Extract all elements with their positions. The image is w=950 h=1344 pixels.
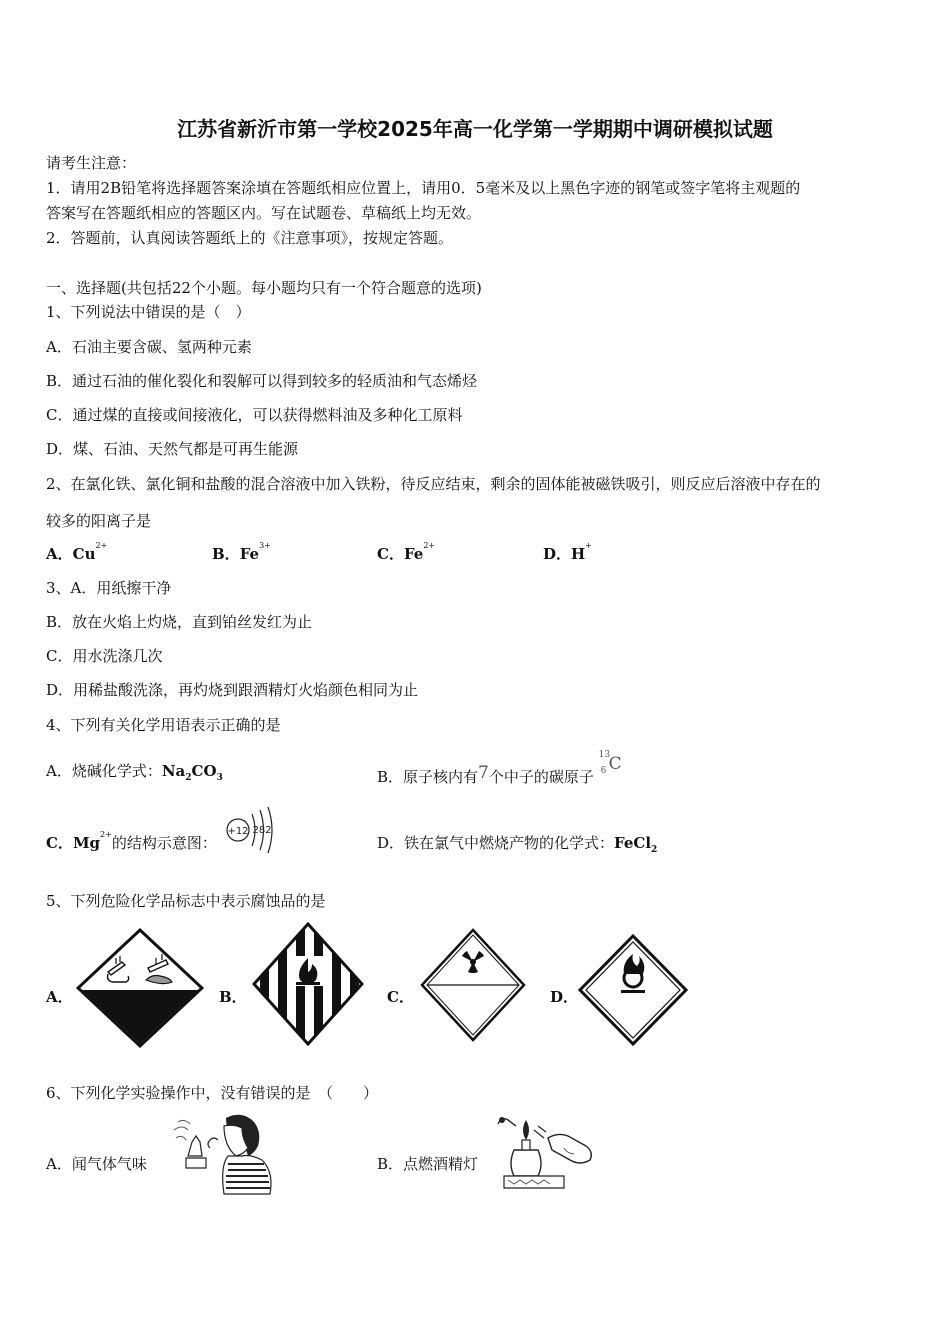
electron-shells-label: 282 [252,825,272,836]
corrosive-hazard-sign-icon [76,928,204,1048]
q2-option-d: D．H+ [543,541,592,563]
flammable-solid-hazard-sign-icon [252,922,364,1046]
magnesium-ion-structure-diagram [224,804,278,856]
q2-option-c: C．$Fe^{2+}$ [377,541,436,563]
q2-option-a: A．$Cu^{2+}$ [46,541,108,563]
q6-option-b: B．点燃酒精灯 [377,1155,479,1173]
q4-stem: 4、下列有关化学用语表示正确的是 [46,716,281,734]
q1-option-a: A．石油主要含碳、氢两种元素 [46,338,252,356]
q2-stem-line-2: 较多的阳离子是 [46,512,152,530]
q1-option-d: D．煤、石油、天然气都是可再生能源 [46,440,299,458]
q1-option-b: B．通过石油的催化裂化和裂解可以得到较多的轻质油和气态烯烃 [46,372,478,390]
notice-line-2: 2．答题前，认真阅读答题纸上的《注意事项》，按规定答题。 [46,229,454,247]
oxidizer-hazard-sign-icon [578,934,688,1046]
q5-option-a-label: A． [46,988,73,1006]
section-heading: 一、选择题(共包括22个小题。每小题均只有一个符合题意的选项) [46,279,482,297]
q1-stem: 1、下列说法中错误的是（ ） [46,303,251,321]
q2-option-b: B．$Fe^{3+}$ [212,541,271,563]
q1-option-c: C．通过煤的直接或间接液化，可以获得燃料油及多种化工原料 [46,406,463,424]
smelling-gas-illustration [170,1108,278,1196]
q3-option-b: B．放在火焰上灼烧，直到铂丝发红为止 [46,613,313,631]
q3-option-a: 3、A．用纸擦干净 [46,579,172,597]
q5-stem: 5、下列危险化学品标志中表示腐蚀品的是 [46,892,326,910]
q2-stem-line-1: 2、在氯化铁、氯化铜和盐酸的混合溶液中加入铁粉，待反应结束，剩余的固体能被磁铁吸引，则反应后溶液中存在的 [46,475,821,493]
q6-stem: 6、下列化学实验操作中，没有错误的是 （ ） [46,1084,379,1102]
q4-option-c: C．$Mg^{2+}$的结构示意图： [46,830,217,852]
q5-option-c-label: C． [387,988,414,1006]
q3-option-c: C．用水洗涤几次 [46,647,163,665]
q4-option-b: B．原子核内有7个中子的碳原子 13 6 C [377,760,625,787]
radioactive-hazard-sign-icon [418,926,528,1044]
notice-line-1b: 答案写在答题纸相应的答题区内。写在试题卷、草稿纸上均无效。 [46,204,482,222]
notice-line-1a: 1．请用2B铅笔将选择题答案涂填在答题纸相应位置上，请用0．5毫米及以上黑色字迹的钢笔或签字笔将主观题的 [46,179,801,197]
q6-option-a: A．闻气体气味 [46,1155,147,1173]
q5-option-b-label: B． [219,988,247,1006]
q4-option-d: D．铁在氯气中燃烧产物的化学式：FeCl$_2$ [377,834,658,855]
page-title: 江苏省新沂市第一学校2025年高一化学第一学期期中调研模拟试题 [177,117,773,141]
q5-option-d-label: D． [550,988,579,1006]
q3-option-d: D．用稀盐酸洗涤，再灼烧到跟酒精灯火焰颜色相同为止 [46,681,419,699]
notice-heading: 请考生注意： [46,154,137,172]
carbon-13-isotope-symbol: 13 6 C [598,750,622,776]
nucleus-charge-label: +12 [227,826,249,837]
q4-option-a: A．烧碱化学式：$Na_2CO_3$ [46,762,223,783]
lighting-alcohol-lamp-illustration [494,1110,600,1194]
